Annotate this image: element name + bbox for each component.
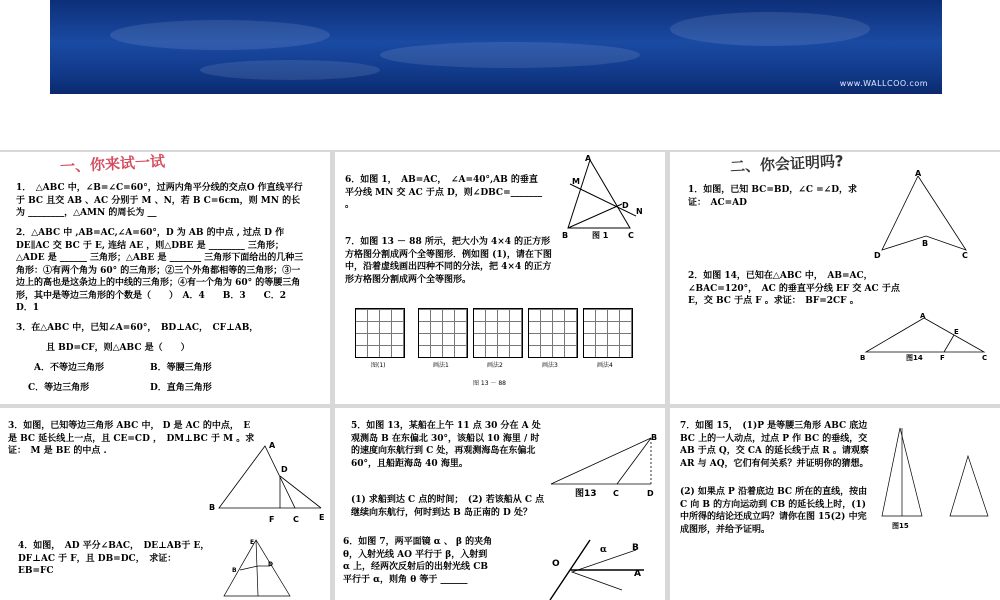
figure-15-label: 图15 bbox=[892, 522, 909, 530]
bottom-right-panel bbox=[670, 408, 1000, 600]
bottom-middle-panel bbox=[335, 408, 665, 600]
section2-panel bbox=[670, 152, 1000, 404]
section1-q1: 1． △ABC 中，∠B=∠C=60°，过两内角平分线的交点O 作直线平行于 BC 且交 AB 、AC 分别于 M 、N，若 B C=6cm，则 MN 的长为 ________，△AMN 的周长为 __ bbox=[16, 183, 303, 218]
grid-label-2: 画法2 bbox=[487, 362, 503, 369]
grid-method-4 bbox=[583, 308, 633, 358]
figure-15-triangles bbox=[876, 424, 1000, 534]
bottom-mid-q5: 5．如图 13，某船在上午 11 点 30 分在 A 处观测岛 B 在东偏北 30°，该船以 10 海里 / 时的速度向东航行到 C 处，再观测海岛在东偏北 60°，且船距海岛 40 海里。 bbox=[351, 421, 541, 469]
svg-text:A: A bbox=[269, 441, 276, 450]
bottom-left-q4-figure bbox=[210, 536, 300, 600]
svg-text:B: B bbox=[632, 543, 639, 553]
svg-text:D: D bbox=[281, 465, 288, 474]
svg-text:D: D bbox=[622, 201, 629, 210]
middle-top-panel bbox=[335, 152, 665, 404]
middle-q7: 7．如图 13 － 88 所示，把大小为 4×4 的正方形方格图分割成两个全等图形．例如图 (1)，请在下图中，沿着虚线画出四种不同的分法，把 4×4 的正方形方格图分割成两个全等图形。 bbox=[345, 237, 552, 285]
svg-text:A: A bbox=[585, 154, 592, 163]
svg-text:N: N bbox=[636, 207, 643, 216]
svg-text:B: B bbox=[232, 567, 237, 574]
bottom-mid-q6: 6．如图 7，两平面镜 α 、 β 的夹角 θ，入射光线 AO 平行于 β，入射到 α 上，经两次反射后的出射光线 CB 平行于 α，则角 θ 等于 ______ bbox=[343, 537, 502, 585]
figure-14-triangle bbox=[860, 312, 990, 362]
grid-example bbox=[355, 308, 405, 358]
grid-method-2 bbox=[473, 308, 523, 358]
wave-highlight bbox=[110, 20, 330, 50]
figure-1-triangle bbox=[560, 154, 660, 244]
svg-text:D: D bbox=[647, 489, 654, 498]
figure-13-label: 图13 bbox=[575, 489, 597, 499]
svg-text:C: C bbox=[293, 515, 299, 524]
section2-q2: 2．如图 14，已知在△ABC 中， AB=AC，∠BAC=120°， AC 的垂直平分线 EF 交 AC 于点 E，交 BC 于点 F 。求证： BF=2CF 。 bbox=[688, 271, 900, 306]
section1-option-d: D．直角三角形 bbox=[150, 383, 212, 393]
svg-text:A: A bbox=[634, 569, 641, 579]
section1-q3-line2: 且 BD=CF，则△ABC 是（ ） bbox=[46, 343, 190, 353]
grid-label-4: 画法4 bbox=[597, 362, 613, 369]
bottom-right-q7: 7．如图 15， (1)P 是等腰三角形 ABC 底边 BC 上的一人动点，过点 P 作 BC 的垂线，交 AB 于点 Q，交 CA 的延长线于点 R 。请观察 AR 与 AQ，它们有何关系？并证明你的猜想。 bbox=[680, 421, 869, 469]
section1-q3-line1: 3．在△ABC 中，已知∠A=60°， BD⊥AC， CF⊥AB， bbox=[16, 323, 259, 333]
section2-q1-figure bbox=[870, 168, 980, 258]
ocean-banner-image bbox=[50, 0, 942, 94]
svg-text:B: B bbox=[651, 433, 658, 442]
svg-text:D: D bbox=[874, 251, 881, 258]
bottom-left-panel bbox=[0, 408, 330, 600]
svg-text:F: F bbox=[940, 354, 945, 362]
figure-7-mirrors bbox=[540, 536, 650, 600]
svg-text:A: A bbox=[920, 312, 926, 320]
figure-13-navigation bbox=[547, 430, 662, 502]
grid-method-1 bbox=[418, 308, 468, 358]
figure-14-label: 图14 bbox=[906, 354, 923, 362]
figure-1-label: 图 1 bbox=[592, 231, 609, 240]
wave-highlight bbox=[670, 12, 870, 46]
svg-text:B: B bbox=[562, 231, 569, 240]
svg-text:F: F bbox=[269, 515, 275, 524]
svg-text:α: α bbox=[600, 545, 607, 555]
svg-text:O: O bbox=[552, 559, 560, 569]
bottom-right-q7-sub: (2) 如果点 P 沿着底边 BC 所在的直线，按由 C 向 B 的方向运动到 CB 的延长线上时，(1) 中所得的结论还成立吗？请你在图 15(2) 中完成图形，并给予证明。 bbox=[680, 487, 868, 535]
wave-highlight bbox=[380, 42, 640, 68]
svg-text:C: C bbox=[962, 251, 968, 258]
section1-option-b: B．等腰三角形 bbox=[150, 363, 212, 373]
svg-text:B: B bbox=[922, 239, 929, 248]
section1-option-c: C．等边三角形 bbox=[28, 383, 90, 393]
bottom-left-q4: 4．如图， AD 平分∠BAC， DE⊥AB于 E， DF⊥AC 于 F，且 DB=DC， 求证： EB=FC bbox=[18, 541, 214, 576]
grid-label-3: 画法3 bbox=[542, 362, 558, 369]
svg-text:E: E bbox=[319, 513, 325, 522]
section1-option-a: A．不等边三角形 bbox=[34, 363, 104, 373]
section1-q2: 2．△ABC 中 ,AB=AC,∠A=60°，D 为 AB 的中点 , 过点 D 作 DE∥AC 交 BC 于 E, 连结 AE ，则△DBE 是 ________ 三角形；△ADE 是 ______ 三角形；△ABE 是 _______ 三角形下面给出的几种三角形：①有两个角为 60° 的三角形；②三个外角都相等的三角形；③一边上的高也是这条边上的中线的三角形；④有一个角为 60° 的等腰三角形，其中是等边三角形的个数是（ ） A．4 B．3 C．2 D．1 bbox=[16, 228, 305, 313]
middle-q6: 6．如图 1， AB=AC， ∠A=40°,AB 的垂直平分线 MN 交 AC 于点 D，则∠DBC=_______ 。 bbox=[345, 175, 543, 210]
grid-label-1: 画法1 bbox=[433, 362, 449, 369]
svg-text:A: A bbox=[915, 169, 922, 178]
section1-title: 一、你来试一试 bbox=[59, 152, 166, 176]
svg-text:B: B bbox=[209, 503, 216, 512]
svg-text:C: C bbox=[982, 354, 988, 362]
svg-text:C: C bbox=[613, 489, 619, 498]
bottom-left-q3: 3．如图，已知等边三角形 ABC 中， D 是 AC 的中点， E 是 BC 延长线上一点，且 CE=CD ， DM⊥BC 于 M 。求证： M 是 BE 的中点 . bbox=[8, 421, 255, 456]
section2-q1: 1．如图，已知 BC=BD，∠C =∠D，求证： AC=AD bbox=[688, 185, 858, 208]
grid-label-example: 图(1) bbox=[371, 362, 386, 369]
banner-watermark: www.WALLCOO.com bbox=[839, 79, 928, 88]
section2-title: 二、你会证明吗? bbox=[729, 152, 845, 176]
svg-text:E: E bbox=[954, 328, 959, 336]
grid-caption: 图 13 － 88 bbox=[473, 380, 506, 387]
svg-text:B: B bbox=[860, 354, 866, 362]
bottom-mid-q5-sub: (1) 求船到达 C 点的时间； (2) 若该船从 C 点继续向东航行，何时到达 B 岛正南的 D 处？ bbox=[351, 495, 545, 518]
svg-text:D: D bbox=[268, 561, 273, 568]
grid-method-3 bbox=[528, 308, 578, 358]
section1-panel bbox=[0, 152, 330, 404]
wave-highlight bbox=[200, 60, 380, 80]
svg-text:E: E bbox=[250, 539, 255, 546]
svg-text:M: M bbox=[572, 177, 580, 186]
svg-text:C: C bbox=[628, 231, 634, 240]
bottom-left-q3-figure bbox=[205, 436, 330, 526]
